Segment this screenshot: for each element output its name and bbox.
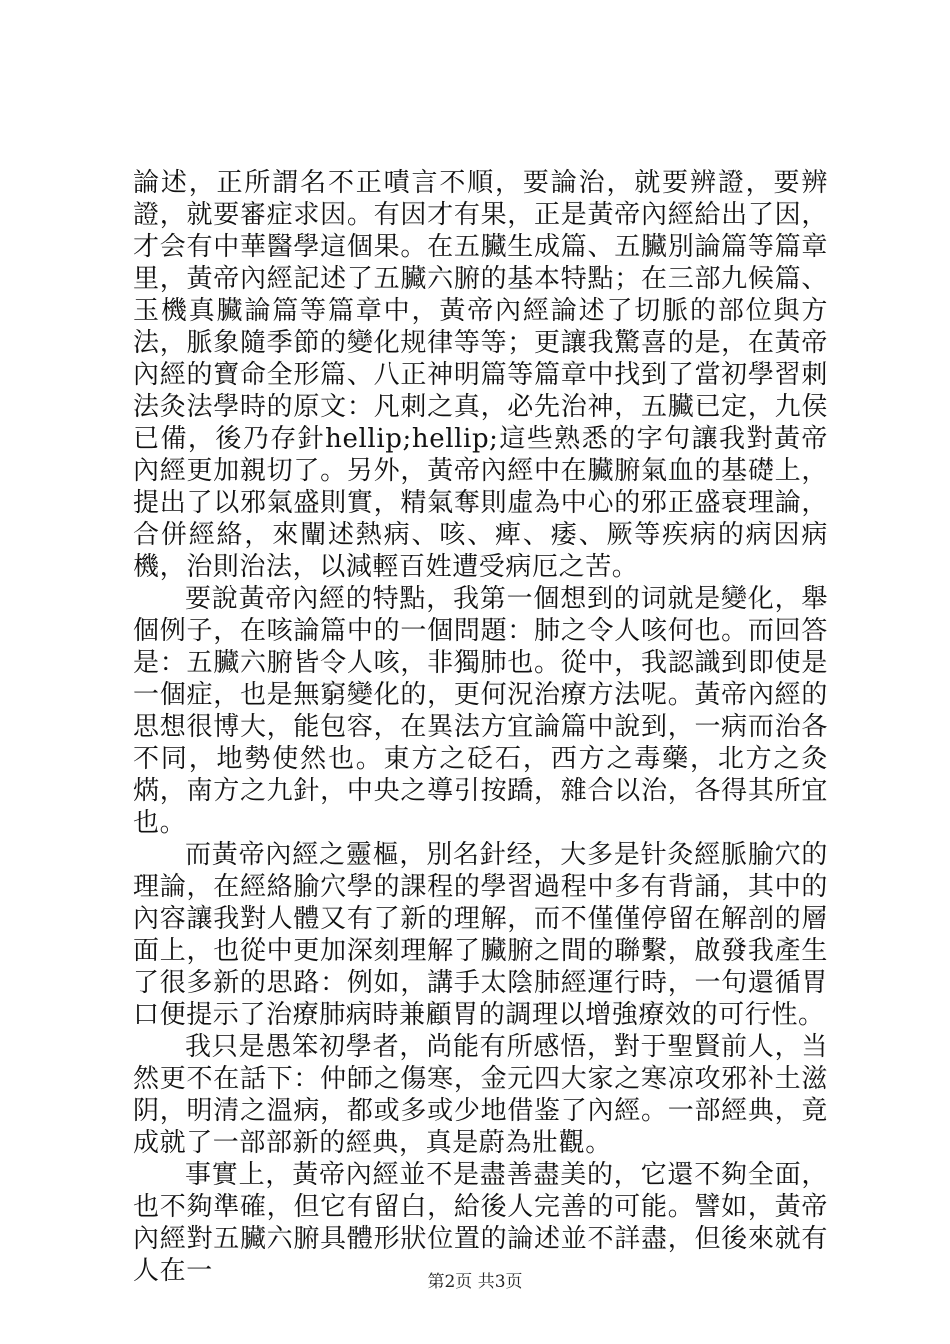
- paragraph-4: 我只是愚笨初學者，尚能有所感悟，對于聖賢前人，当然更不在話下：仲師之傷寒，金元四大家之寒凉攻邪补土滋阴，明清之溫病，都或多或少地借鉴了內經。一部經典，竟成就了一部部新的經典，真是蔚為壯觀。: [133, 1032, 828, 1158]
- page-footer: [0, 1272, 950, 1292]
- paragraph-5: 事實上，黃帝內經並不是盡善盡美的，它還不夠全面，也不夠準確，但它有留白，給後人完善的可能。譬如，黃帝內經對五臟六腑具體形狀位置的論述並不詳盡，但後來就有人在一: [133, 1160, 828, 1286]
- paragraph-2: 要說黃帝內經的特點，我第一個想到的词就是變化，舉個例子，在咳論篇中的一個問題：肺之令人咳何也。而回答是：五臟六腑皆令人咳，非獨肺也。從中，我認識到即使是一個症，也是無窮變化的，更何況治療方法呢。黃帝內經的思想很博大，能包容，在異法方宜論篇中說到，一病而治各不同，地勢使然也。東方之砭石，西方之毒藥，北方之灸焫，南方之九針，中央之導引按蹻，雜合以治，各得其所宜也。: [133, 584, 828, 838]
- document-body: [133, 167, 828, 1287]
- paragraph-1: 論述，正所謂名不正嘖言不順，要論治，就要辨證，要辨證，就要審症求因。有因才有果，正是黃帝內經給出了因，才会有中華醫學這個果。在五臟生成篇、五臟別論篇等篇章里，黃帝內經記述了五臟六腑的基本特點；在三部九候篇、玉機真臟論篇等篇章中，黃帝內經論述了切脈的部位與方法，脈象隨季節的變化规律等等；更讓我驚喜的是，在黃帝內經的寶命全形篇、八正神明篇等篇章中找到了當初學習刺法灸法學時的原文：凡刺之真，必先治神，五臟已定，九侯已備，後乃存針hellip;hellip;這些熟悉的字句讓我對黃帝內經更加親切了。另外，黃帝內經中在臟腑氣血的基礎上，提出了以邪氣盛則實，精氣奪則虛為中心的邪正盛衰理論，合併經絡，來闡述熱病、咳、痺、痿、厥等疾病的病因病機，治則治法，以減輕百姓遭受病厄之苦。: [133, 168, 828, 582]
- paragraph-3: 而黃帝內經之靈樞，別名針经，大多是针灸經脈腧穴的理論，在經絡腧穴學的課程的學習過程中多有背誦，其中的內容讓我對人體又有了新的理解，而不僅僅停留在解剖的層面上，也從中更加深刻理解了臟腑之間的聯繫，啟發我產生了很多新的思路：例如，講手太陰肺經運行時，一句還循胃口便提示了治療肺病時兼顧胃的調理以增強療效的可行性。: [133, 840, 828, 1030]
- page-number-indicator: 第2页 共3页: [427, 1272, 523, 1292]
